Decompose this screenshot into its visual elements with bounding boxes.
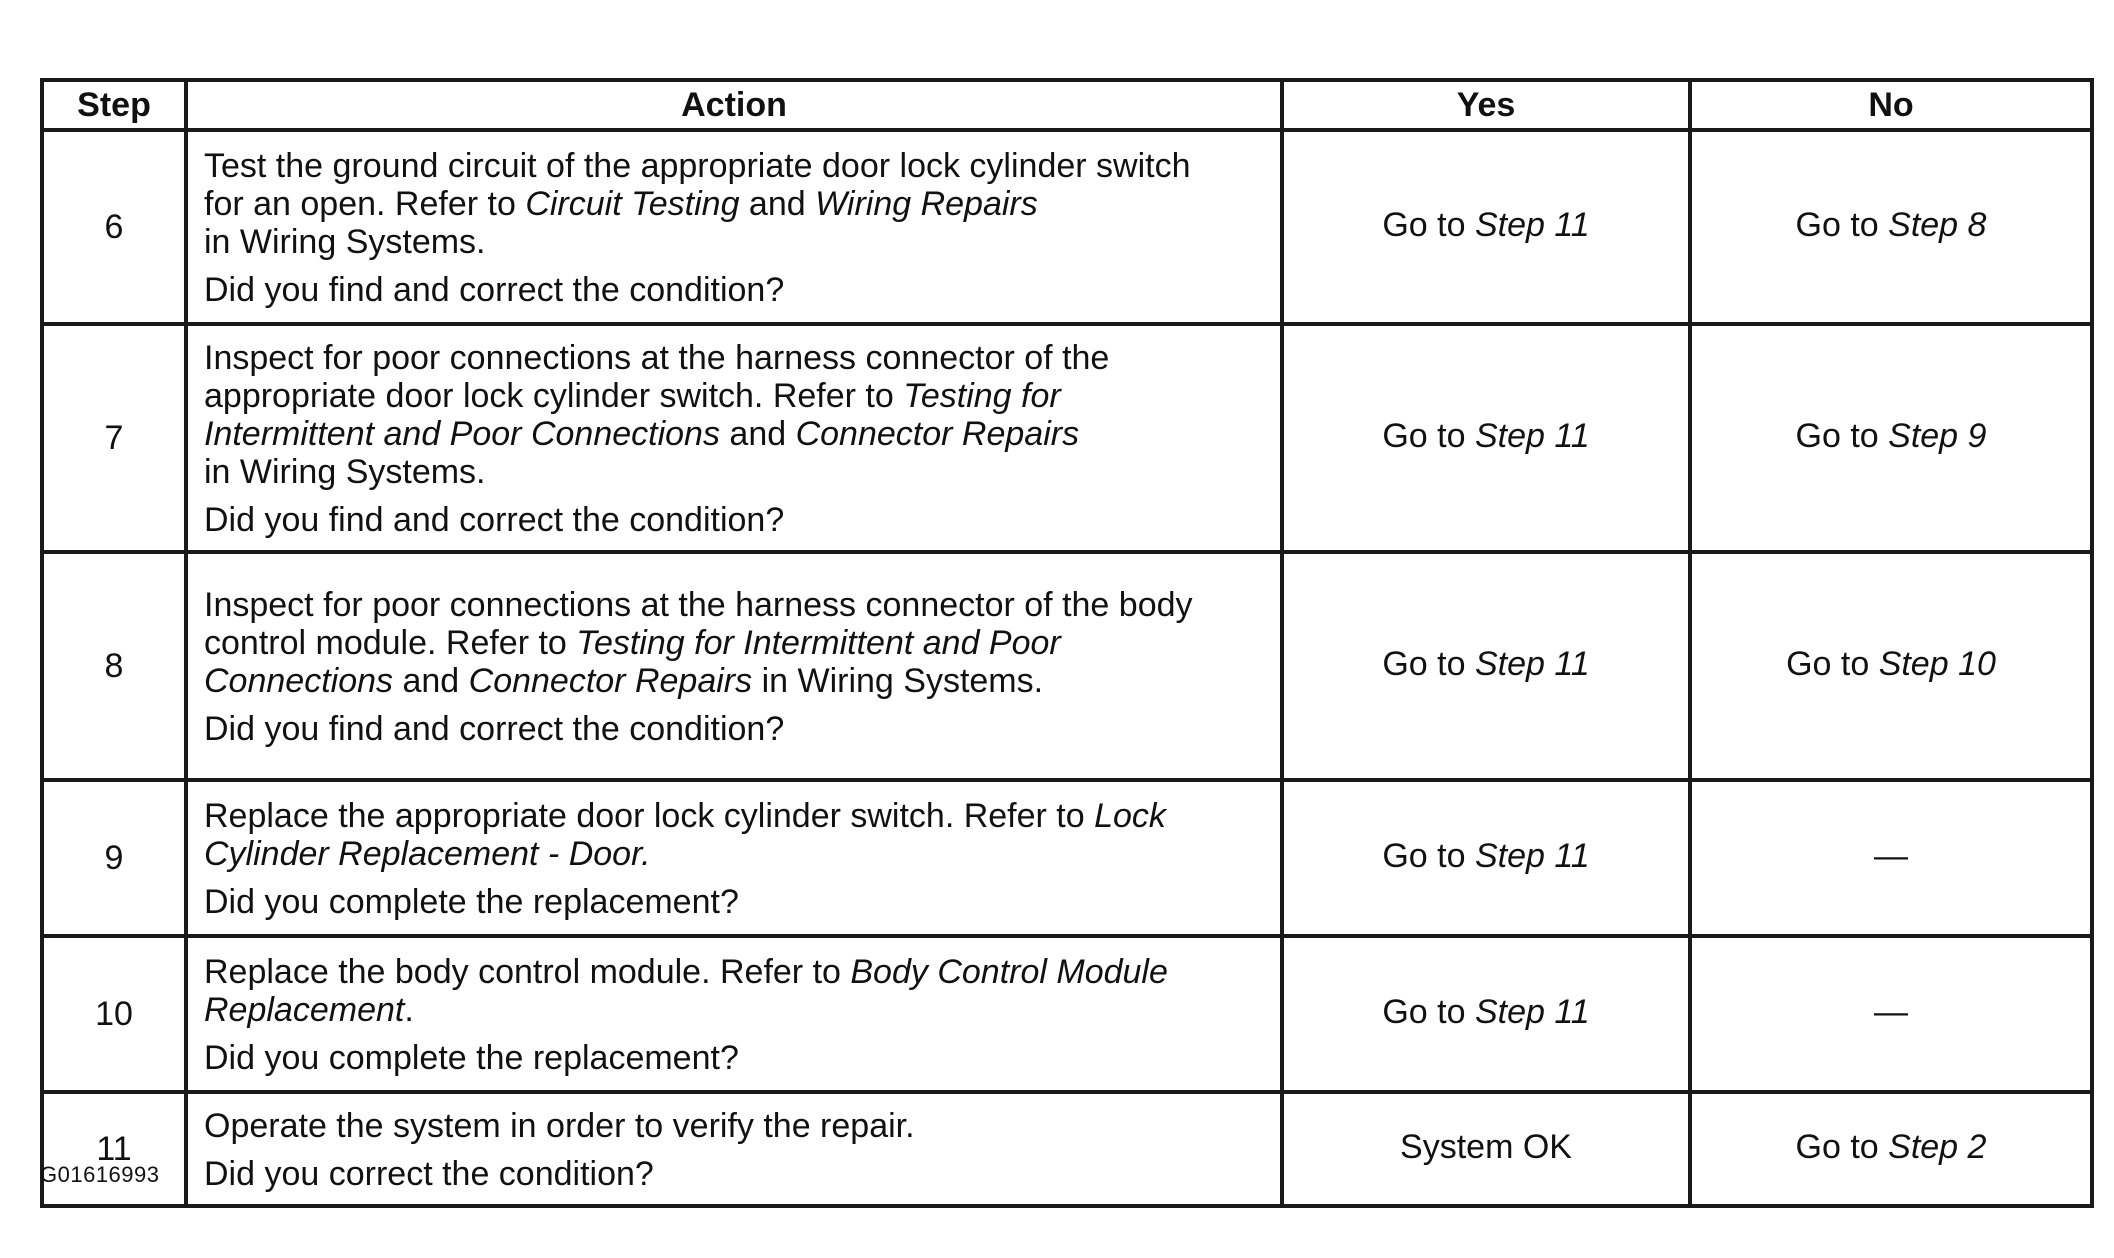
- action-text: Test the ground circuit of the appropriate door lock cylinder switch for an open. Refer to: [204, 147, 1191, 223]
- action-cell: [186, 552, 1282, 780]
- no-action-dash: —: [1874, 836, 1908, 875]
- action-text: in Wiring Systems.: [752, 662, 1044, 700]
- goto-prefix: Go to: [1795, 416, 1889, 455]
- table-row: [42, 552, 2092, 780]
- action-cell: [186, 780, 1282, 936]
- table-row: [42, 324, 2092, 552]
- step-number: 8: [42, 552, 186, 780]
- action-question: Did you find and correct the condition?: [204, 501, 785, 539]
- reference-text: Connector Repairs: [468, 662, 753, 700]
- reference-text: Circuit Testing: [525, 185, 740, 223]
- action-text: Replace the body control module. Refer to: [204, 953, 851, 991]
- no-result: [1690, 1092, 2092, 1206]
- step-number: 11: [42, 1092, 186, 1206]
- action-text: Inspect for poor connections at the harness connector of the body control module. Refer to: [204, 586, 1193, 662]
- goto-step-link: Step 11: [1474, 416, 1590, 455]
- action-text: Replace the appropriate door lock cylinder switch. Refer to: [204, 797, 1095, 835]
- action-question: Did you find and correct the condition?: [204, 271, 785, 309]
- goto-prefix: Go to: [1786, 644, 1879, 683]
- action-question: Did you complete the replacement?: [204, 1039, 739, 1077]
- yes-result: [1282, 1092, 1690, 1206]
- reference-text: Testing for Intermittent and Poor Connections: [204, 377, 1061, 453]
- no-action-dash: —: [1874, 992, 1908, 1031]
- step-number: 6: [42, 130, 186, 324]
- action-description: [204, 953, 1264, 1029]
- goto-prefix: Go to: [1382, 992, 1475, 1031]
- action-text: and: [719, 415, 796, 453]
- step-number: 10: [42, 936, 186, 1092]
- no-result: [1690, 324, 2092, 552]
- reference-text: Wiring Repairs: [815, 185, 1038, 223]
- header-row: [42, 80, 2092, 130]
- yes-result: [1282, 130, 1690, 324]
- goto-step-link: Step 11: [1474, 644, 1590, 683]
- step-number: 7: [42, 324, 186, 552]
- goto-step-link: Step 9: [1888, 416, 1987, 455]
- goto-prefix: Go to: [1382, 205, 1475, 244]
- goto-step-link: Step 11: [1474, 205, 1590, 244]
- result-text: System OK: [1400, 1127, 1572, 1166]
- table-row: [42, 130, 2092, 324]
- diagnostic-table: [40, 78, 2094, 1208]
- reference-text: Connector Repairs: [795, 415, 1080, 453]
- header-yes: Yes: [1282, 80, 1690, 130]
- no-result: [1690, 552, 2092, 780]
- header-no: No: [1690, 80, 2092, 130]
- goto-prefix: Go to: [1382, 416, 1475, 455]
- action-text: in Wiring Systems.: [204, 453, 486, 491]
- table-row: [42, 780, 2092, 936]
- action-description: [204, 586, 1264, 700]
- header-step: Step: [42, 80, 186, 130]
- no-result: [1690, 130, 2092, 324]
- action-question: Did you complete the replacement?: [204, 883, 739, 921]
- action-cell: [186, 324, 1282, 552]
- no-result: [1690, 780, 2092, 936]
- header-action: Action: [186, 80, 1282, 130]
- figure-id: G01616993: [40, 1162, 160, 1187]
- action-cell: [186, 130, 1282, 324]
- yes-result: [1282, 552, 1690, 780]
- action-text: and: [739, 185, 816, 223]
- goto-step-link: Step 11: [1474, 836, 1590, 875]
- action-text: and: [393, 662, 469, 700]
- reference-text: Testing for Intermittent and Poor Connections: [204, 624, 1061, 700]
- yes-result: [1282, 936, 1690, 1092]
- action-description: [204, 147, 1264, 261]
- action-question: Did you find and correct the condition?: [204, 710, 785, 748]
- action-cell: [186, 936, 1282, 1092]
- table-row: [42, 936, 2092, 1092]
- action-text: Inspect for poor connections at the harness connector of the appropriate door lock cylinder switch. Refer to: [204, 339, 1110, 415]
- yes-result: [1282, 324, 1690, 552]
- goto-prefix: Go to: [1382, 644, 1475, 683]
- goto-step-link: Step 8: [1888, 205, 1987, 244]
- yes-result: [1282, 780, 1690, 936]
- action-text: in Wiring Systems.: [204, 223, 486, 261]
- step-number: 9: [42, 780, 186, 936]
- action-question: Did you correct the condition?: [204, 1155, 654, 1193]
- action-description: [204, 1107, 1264, 1145]
- action-text: .: [404, 991, 414, 1029]
- action-cell: [186, 1092, 1282, 1206]
- action-text: Operate the system in order to verify the repair.: [204, 1107, 915, 1145]
- reference-text: Body Control Module Replacement: [204, 953, 1168, 1029]
- goto-step-link: Step 11: [1474, 992, 1590, 1031]
- goto-prefix: Go to: [1795, 1127, 1889, 1166]
- goto-prefix: Go to: [1795, 205, 1889, 244]
- action-description: [204, 797, 1264, 873]
- goto-step-link: Step 2: [1888, 1127, 1987, 1166]
- action-description: [204, 339, 1264, 491]
- reference-text: Lock Cylinder Replacement - Door.: [204, 797, 1166, 873]
- goto-prefix: Go to: [1382, 836, 1475, 875]
- no-result: [1690, 936, 2092, 1092]
- table-row: [42, 1092, 2092, 1206]
- goto-step-link: Step 10: [1878, 644, 1996, 683]
